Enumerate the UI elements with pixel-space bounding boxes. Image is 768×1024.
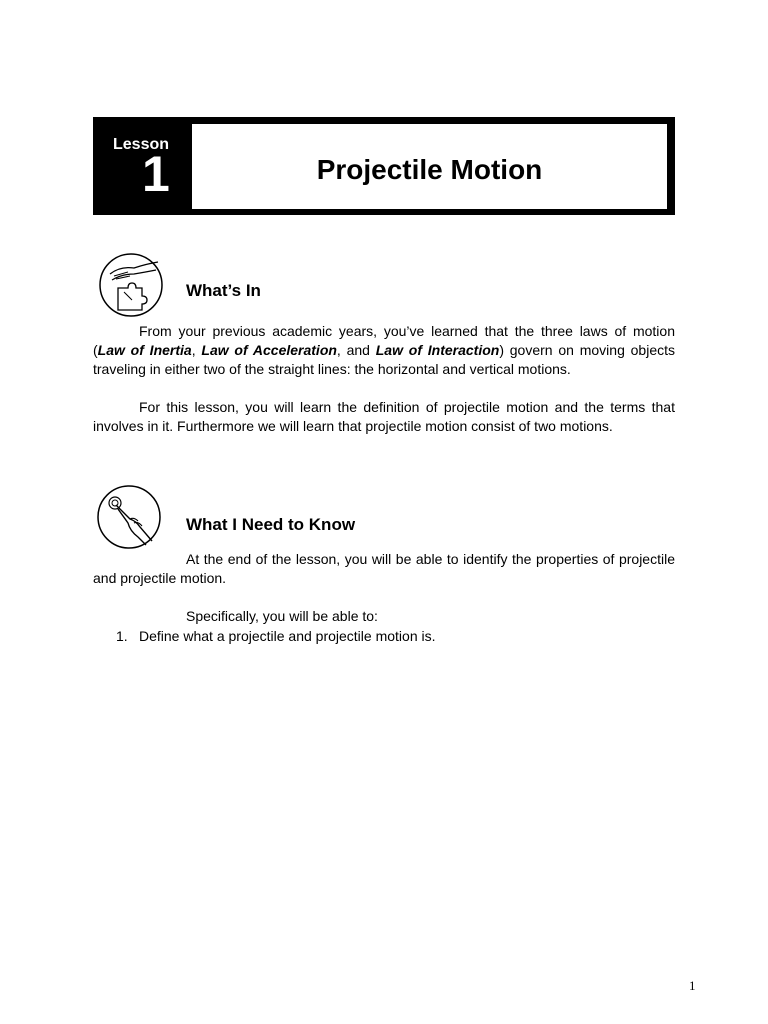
lesson-title-box (192, 124, 667, 209)
law-of-inertia: Law of Inertia (97, 342, 192, 358)
lesson-label: Lesson (113, 136, 170, 153)
hand-puzzle-icon (98, 252, 168, 318)
list-item-number: 1. (116, 628, 128, 644)
whats-in-paragraph-2: For this lesson, you will learn the definition of projectile motion and the terms that involves in it. Furthermore we will learn that projectile motion consist of two motions. (93, 399, 675, 434)
law-of-acceleration: Law of Acceleration (201, 342, 337, 358)
section-heading-whats-in: What’s In (186, 281, 261, 300)
what-i-need-paragraph: At the end of the lesson, you will be able to identify the properties of projectile and projectile motion. (93, 551, 675, 586)
page-number: 1 (689, 978, 696, 993)
law-of-interaction: Law of Interaction (375, 342, 500, 358)
list-item-text: Define what a projectile and projectile motion is. (139, 628, 436, 644)
lesson-title: Projectile Motion (316, 154, 543, 185)
section-heading-what-i-need-to-know: What I Need to Know (186, 515, 356, 534)
lesson-number: 1 (142, 146, 170, 202)
whats-in-paragraph-1: From your previous academic years, you’ve learned that the three laws of motion (Law of Inertia, Law of Acceleration, and Law of Interaction) govern on moving objects traveling in either two of the straight lines: the horizontal and vertical motions. (93, 323, 675, 377)
pointing-finger-icon (94, 485, 164, 551)
lesson-banner (93, 117, 675, 215)
objectives-intro: Specifically, you will be able to: (186, 608, 378, 624)
